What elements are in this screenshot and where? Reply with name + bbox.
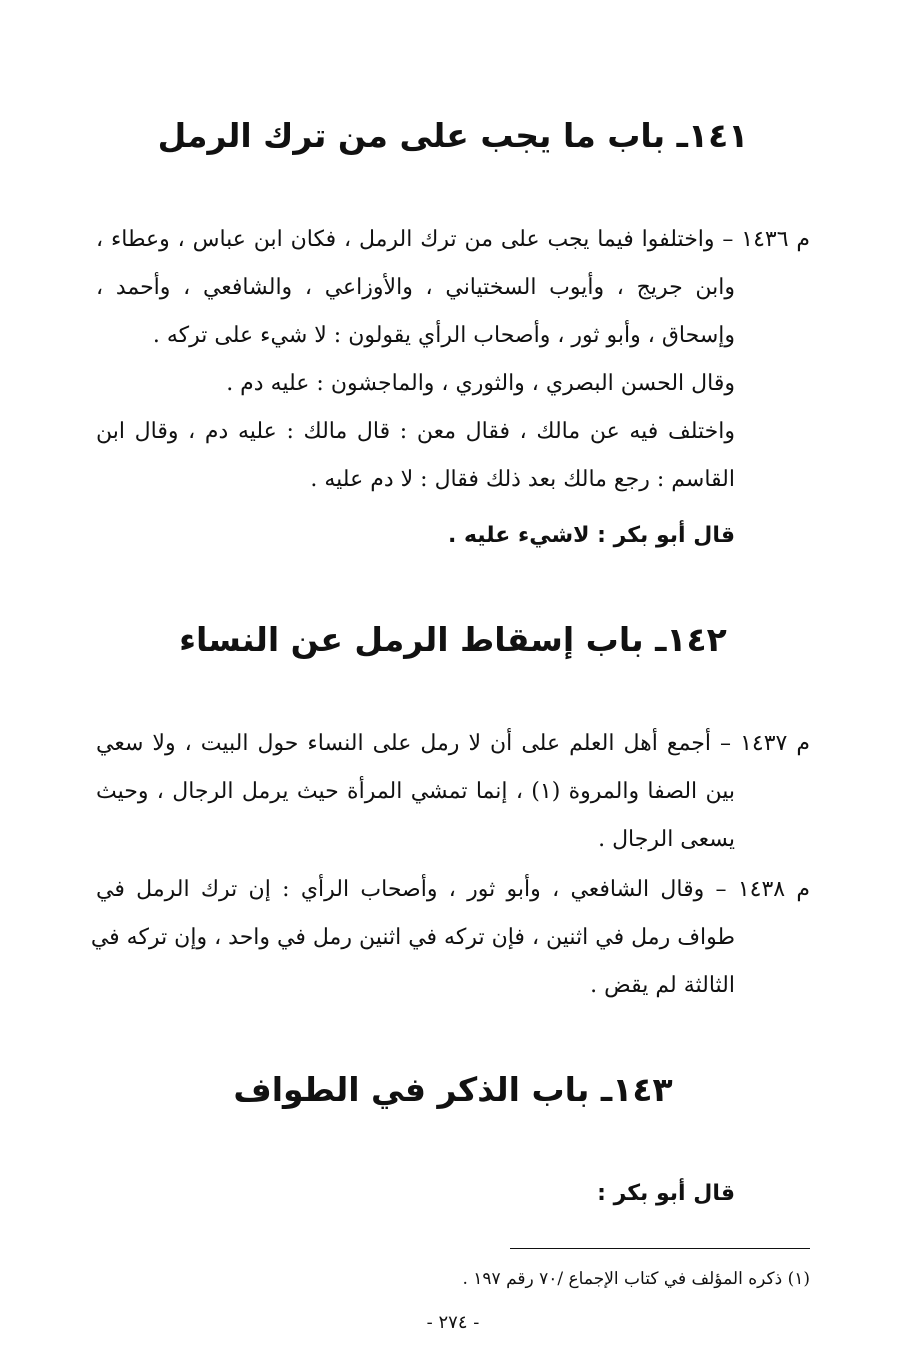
text-line: قال أبو بكر : لاشيء عليه .: [447, 523, 735, 548]
text-line: م ١٤٣٨ – وقال الشافعي ، وأبو ثور ، وأصحاب الرأي : إن ترك الرمل في: [96, 877, 810, 902]
paragraph-1437: [96, 720, 810, 864]
paragraph-abu-bakr-1: [96, 512, 810, 560]
paragraph-malik: [96, 408, 810, 504]
text-line: م ١٤٣٦ – واختلفوا فيما يجب على من ترك الرمل ، فكان ابن عباس ، وعطاء ،: [96, 227, 810, 252]
text-line: طواف رمل في اثنين ، فإن تركه في اثنين رمل في واحد ، وإن تركه في: [90, 925, 735, 950]
paragraph-hasan: [96, 360, 810, 408]
paragraph-1436: [96, 216, 810, 360]
text-line: الثالثة لم يقض .: [590, 973, 735, 998]
text-line: القاسم : رجع مالك بعد ذلك فقال : لا دم عليه .: [310, 467, 735, 492]
text-line: وقال الحسن البصري ، والثوري ، والماجشون : عليه دم .: [226, 371, 735, 396]
text-line: م ١٤٣٧ – أجمع أهل العلم على أن لا رمل على النساء حول البيت ، ولا سعي: [96, 731, 810, 756]
text-line: وابن جريج ، وأيوب السختياني ، والأوزاعي ، والشافعي ، وأحمد ،: [96, 275, 735, 300]
paragraph-abu-bakr-2: [96, 1170, 810, 1218]
text-line: يسعى الرجال .: [598, 827, 735, 852]
section-heading-141: ١٤١ـ باب ما يجب على من ترك الرمل: [157, 116, 749, 155]
text-line: بين الصفا والمروة (١) ، إنما تمشي المرأة حيث يرمل الرجال ، وحيث: [96, 779, 736, 804]
section-heading-143: ١٤٣ـ باب الذكر في الطواف: [233, 1070, 673, 1109]
footnote: (١) ذكره المؤلف في كتاب الإجماع /٧٠ رقم ١٩٧ .: [462, 1269, 810, 1289]
section-heading-142: ١٤٢ـ باب إسقاط الرمل عن النساء: [179, 620, 727, 659]
text-line: وإسحاق ، وأبو ثور ، وأصحاب الرأي يقولون : لا شيء على تركه .: [152, 323, 735, 348]
footnote-separator: [510, 1248, 810, 1249]
text-line: واختلف فيه عن مالك ، فقال معن : قال مالك : عليه دم ، وقال ابن: [96, 419, 735, 444]
page-number: - ٢٧٤ -: [426, 1312, 480, 1333]
text-line: قال أبو بكر :: [597, 1181, 735, 1206]
paragraph-1438: [90, 866, 810, 1010]
